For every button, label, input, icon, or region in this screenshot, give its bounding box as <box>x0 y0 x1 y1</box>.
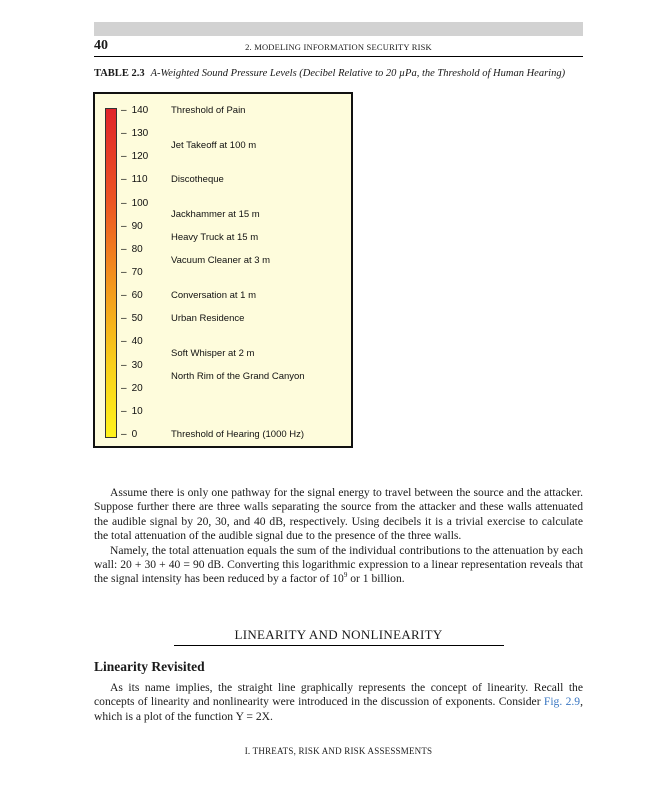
tick-label: 110 <box>131 174 148 186</box>
section-body <box>94 681 583 724</box>
table-caption-text: A-Weighted Sound Pressure Levels (Decibel Relative to 20 µPa, the Threshold of Human Hearing) <box>150 68 566 79</box>
header-rule <box>94 56 583 57</box>
sound-source-label-7: Urban Residence <box>171 313 245 325</box>
sound-level-figure <box>93 92 353 448</box>
tick-dash: – <box>121 336 127 348</box>
tick-label: 40 <box>131 336 143 348</box>
scale-tick-40 <box>121 336 143 348</box>
sound-source-label-9: North Rim of the Grand Canyon <box>171 371 305 383</box>
sound-source-label-4: Heavy Truck at 15 m <box>171 232 259 244</box>
paragraph-total-attenuation-end: or 1 billion. <box>347 572 405 586</box>
sound-source-label-3: Jackhammer at 15 m <box>171 209 260 221</box>
tick-label: 60 <box>131 290 143 302</box>
paragraph-linearity-end: , which is a plot of the function Y = 2X. <box>94 695 583 723</box>
paragraph-linearity-text: As its name implies, the straight line graphically represents the concept of linearity. Recall the concepts of linearity and nonlinearity were introduced in the discussion of exponents. Consider <box>94 681 583 709</box>
scale-tick-90 <box>121 221 143 233</box>
tick-label: 0 <box>131 429 138 440</box>
tick-dash: – <box>121 359 127 371</box>
tick-dash: – <box>121 429 127 440</box>
sound-source-label-6: Conversation at 1 m <box>171 290 257 302</box>
running-head: 2. MODELING INFORMATION SECURITY RISK <box>245 42 432 52</box>
section-title: LINEARITY AND NONLINEARITY <box>234 627 443 642</box>
tick-dash: – <box>121 128 127 140</box>
sound-source-label-2: Discotheque <box>171 174 224 186</box>
scale-tick-10 <box>121 406 143 418</box>
sound-source-label-5: Vacuum Cleaner at 3 m <box>171 255 271 267</box>
tick-label: 120 <box>131 151 149 163</box>
tick-label: 30 <box>131 359 143 371</box>
figure-link[interactable]: Fig. 2.9 <box>543 695 581 709</box>
scale-tick-120 <box>121 151 148 163</box>
tick-dash: – <box>121 105 127 116</box>
paragraph-walls: Assume there is only one pathway for the signal energy to travel between the source and the attacker. Suppose further there are three walls separating the source from the attacker and these walls attenuated the audible signal by 20, 30, and 40 dB, respectively. Using decibels it is a trivial exercise to calculate the total attenuation of the audible signal due to the presence of the three walls. <box>94 486 583 543</box>
paragraph-total-attenuation <box>94 544 583 587</box>
table-caption <box>94 67 574 80</box>
scale-tick-60 <box>121 290 143 302</box>
tick-label: 10 <box>131 405 143 417</box>
tick-label: 70 <box>131 267 143 278</box>
paragraph-linearity <box>94 681 583 724</box>
scale-tick-70 <box>121 267 143 279</box>
tick-dash: – <box>121 174 127 186</box>
tick-dash: – <box>121 313 127 325</box>
scale-tick-130 <box>121 128 148 140</box>
scale-tick-140 <box>121 105 148 117</box>
scale-tick-0 <box>121 429 137 441</box>
section-rule <box>174 645 504 646</box>
tick-dash: – <box>121 151 127 163</box>
scale-tick-30 <box>121 360 143 372</box>
scale-tick-100 <box>121 198 148 210</box>
scale-tick-50 <box>121 313 143 325</box>
tick-dash: – <box>121 197 127 209</box>
page-number: 40 <box>94 38 108 53</box>
tick-label: 100 <box>131 197 149 209</box>
tick-label: 140 <box>131 105 149 116</box>
sound-source-label-0: Threshold of Pain <box>171 105 246 116</box>
sound-source-label-1: Jet Takeoff at 100 m <box>171 139 257 151</box>
tick-dash: – <box>121 290 127 302</box>
sound-source-label-10: Threshold of Hearing (1000 Hz) <box>171 429 305 440</box>
tick-label: 130 <box>131 128 149 140</box>
tick-dash: – <box>121 267 127 278</box>
paragraph-total-attenuation-text: Namely, the total attenuation equals the sum of the individual contributions to the attenuation by each wall: 20 + 30 + 40 = 90 dB. Converting this logarithmic expression to a linear representation reveals that the signal intensity has been reduced by a factor of 10 <box>94 543 583 586</box>
scale-tick-110 <box>121 174 148 186</box>
tick-dash: – <box>121 405 127 417</box>
top-gray-bar <box>94 22 583 36</box>
tick-dash: – <box>121 243 127 255</box>
tick-label: 50 <box>131 313 143 325</box>
tick-dash: – <box>121 220 127 232</box>
tick-label: 20 <box>131 382 143 394</box>
tick-dash: – <box>121 382 127 394</box>
scale-tick-20 <box>121 383 143 395</box>
body-paragraphs <box>94 486 583 587</box>
scale-tick-80 <box>121 244 143 256</box>
sound-source-label-8: Soft Whisper at 2 m <box>171 348 255 359</box>
table-label: TABLE 2.3 <box>94 68 145 79</box>
tick-label: 80 <box>131 243 143 255</box>
decibel-color-scale <box>105 108 117 438</box>
subsection-title: Linearity Revisited <box>94 659 205 674</box>
exponent: 9 <box>343 571 348 580</box>
page-footer: I. THREATS, RISK AND RISK ASSESSMENTS <box>244 746 433 756</box>
tick-label: 90 <box>131 220 143 232</box>
